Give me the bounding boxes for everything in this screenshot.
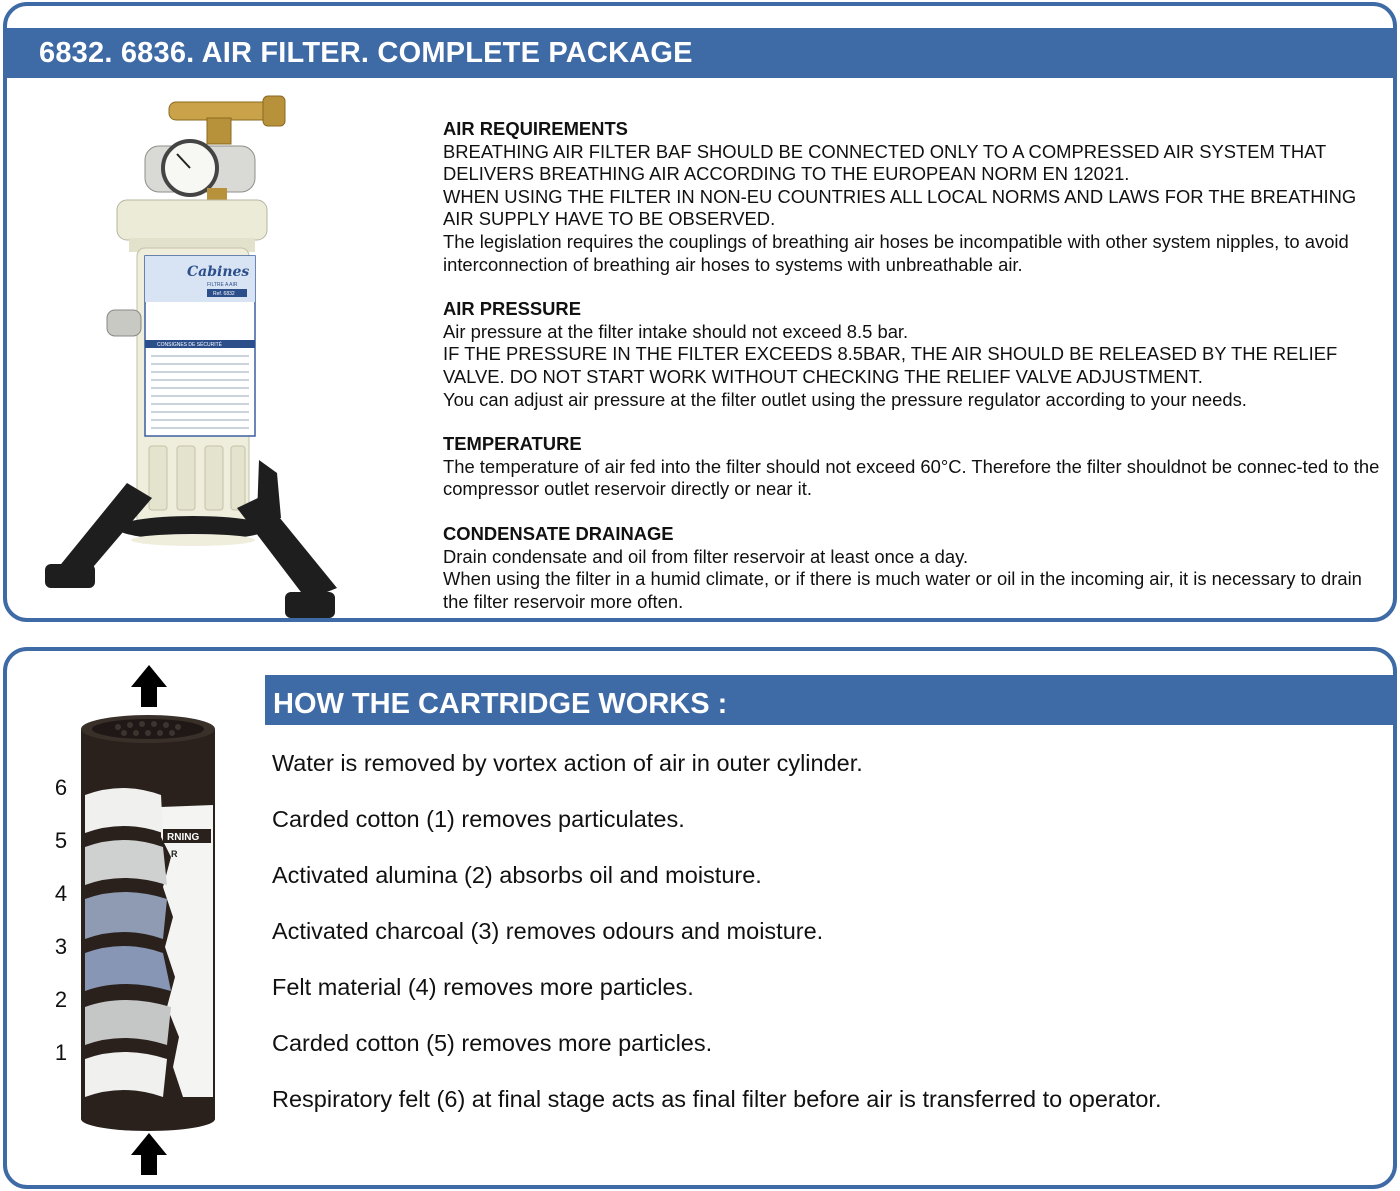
list-item: Activated alumina (2) absorbs oil and moisture. (272, 862, 762, 888)
cartridge-panel (3, 647, 1397, 1189)
section-text: You can adjust air pressure at the filter outlet using the pressure regulator according to your needs. (443, 388, 1247, 410)
page-title: 6832. 6836. AIR FILTER. COMPLETE PACKAGE (7, 28, 1393, 78)
section-air-pressure (443, 298, 1383, 411)
section-air-requirements (443, 118, 1383, 276)
list-item: Activated charcoal (3) removes odours and moisture. (272, 918, 824, 944)
filter-instructions (443, 118, 1383, 622)
section-text: WHEN USING THE FILTER IN NON-EU COUNTRIES ALL LOCAL NORMS AND LAWS FOR THE BREATHING AIR SUPPLY HAVE TO BE OBSERVED. (443, 185, 1357, 230)
arrow-up-icon (131, 1133, 167, 1175)
cartridge-heading: HOW THE CARTRIDGE WORKS : (265, 675, 1397, 725)
layer-number: 5 (54, 828, 68, 853)
cartridge-steps-list (272, 743, 1382, 1135)
section-text: Drain condensate and oil from filter reservoir at least once a day. (443, 545, 969, 567)
cartridge-cutaway-illustration (33, 657, 233, 1187)
list-item: Water is removed by vortex action of air in outer cylinder. (272, 750, 863, 776)
list-item: Felt material (4) removes more particles. (272, 974, 694, 1000)
section-heading: CONDENSATE DRAINAGE (443, 522, 674, 544)
svg-text:Ref. 6832: Ref. 6832 (213, 291, 235, 297)
air-filter-panel (3, 2, 1397, 622)
section-heading: AIR REQUIREMENTS (443, 118, 628, 139)
list-item: Respiratory felt (6) at final stage acts as final filter before air is transferred to operator. (272, 1086, 1162, 1112)
layer-number: 4 (54, 881, 68, 906)
section-text: The legislation requires the couplings of breathing air hoses be incompatible with other system nipples, to avoid interconnection of breathing air hoses to systems with unbreathable air. (443, 230, 1349, 275)
section-text: The temperature of air fed into the filter should not exceed 60°C. Therefore the filter shouldnot be connec-ted to the compressor outlet reservoir directly or near it. (443, 455, 1380, 500)
layer-number: 6 (54, 775, 68, 800)
arrow-up-icon (131, 665, 167, 707)
air-filter-photo (37, 88, 347, 622)
section-text: When using the filter in a humid climate, or if there is much water or oil in the incoming air, it is necessary to drain the filter reservoir more often. (443, 568, 1362, 612)
svg-text:CONSIGNES DE SÉCURITÉ: CONSIGNES DE SÉCURITÉ (157, 342, 223, 348)
layer-number: 2 (54, 987, 68, 1012)
section-text: BREATHING AIR FILTER BAF SHOULD BE CONNECTED ONLY TO A COMPRESSED AIR SYSTEM THAT DELIVERS BREATHING AIR ACCORDING TO THE EUROPEAN NORM EN 12021. (443, 140, 1326, 185)
svg-text:FILTRE A AIR: FILTRE A AIR (207, 282, 238, 288)
svg-text:Cabines: Cabines (187, 264, 250, 280)
layer-number: 3 (54, 934, 68, 959)
svg-text:R: R (171, 849, 178, 859)
section-heading: AIR PRESSURE (443, 298, 581, 320)
section-heading: TEMPERATURE (443, 433, 582, 455)
layer-number: 1 (54, 1040, 68, 1065)
list-item: Carded cotton (5) removes more particles. (272, 1030, 713, 1056)
section-condensate-drainage (443, 523, 1383, 613)
layer-4 (85, 892, 167, 939)
section-temperature (443, 433, 1383, 501)
section-text: Air pressure at the filter intake should not exceed 8.5 bar. (443, 320, 909, 342)
svg-text:RNING: RNING (167, 832, 200, 843)
section-text: IF THE PRESSURE IN THE FILTER EXCEEDS 8.5BAR, THE AIR SHOULD BE RELEASED BY THE RELIEF VALVE. DO NOT START WORK WITHOUT CHECKING THE RELIEF VALVE ADJUSTMENT. (443, 343, 1338, 387)
list-item: Carded cotton (1) removes particulates. (272, 806, 685, 832)
